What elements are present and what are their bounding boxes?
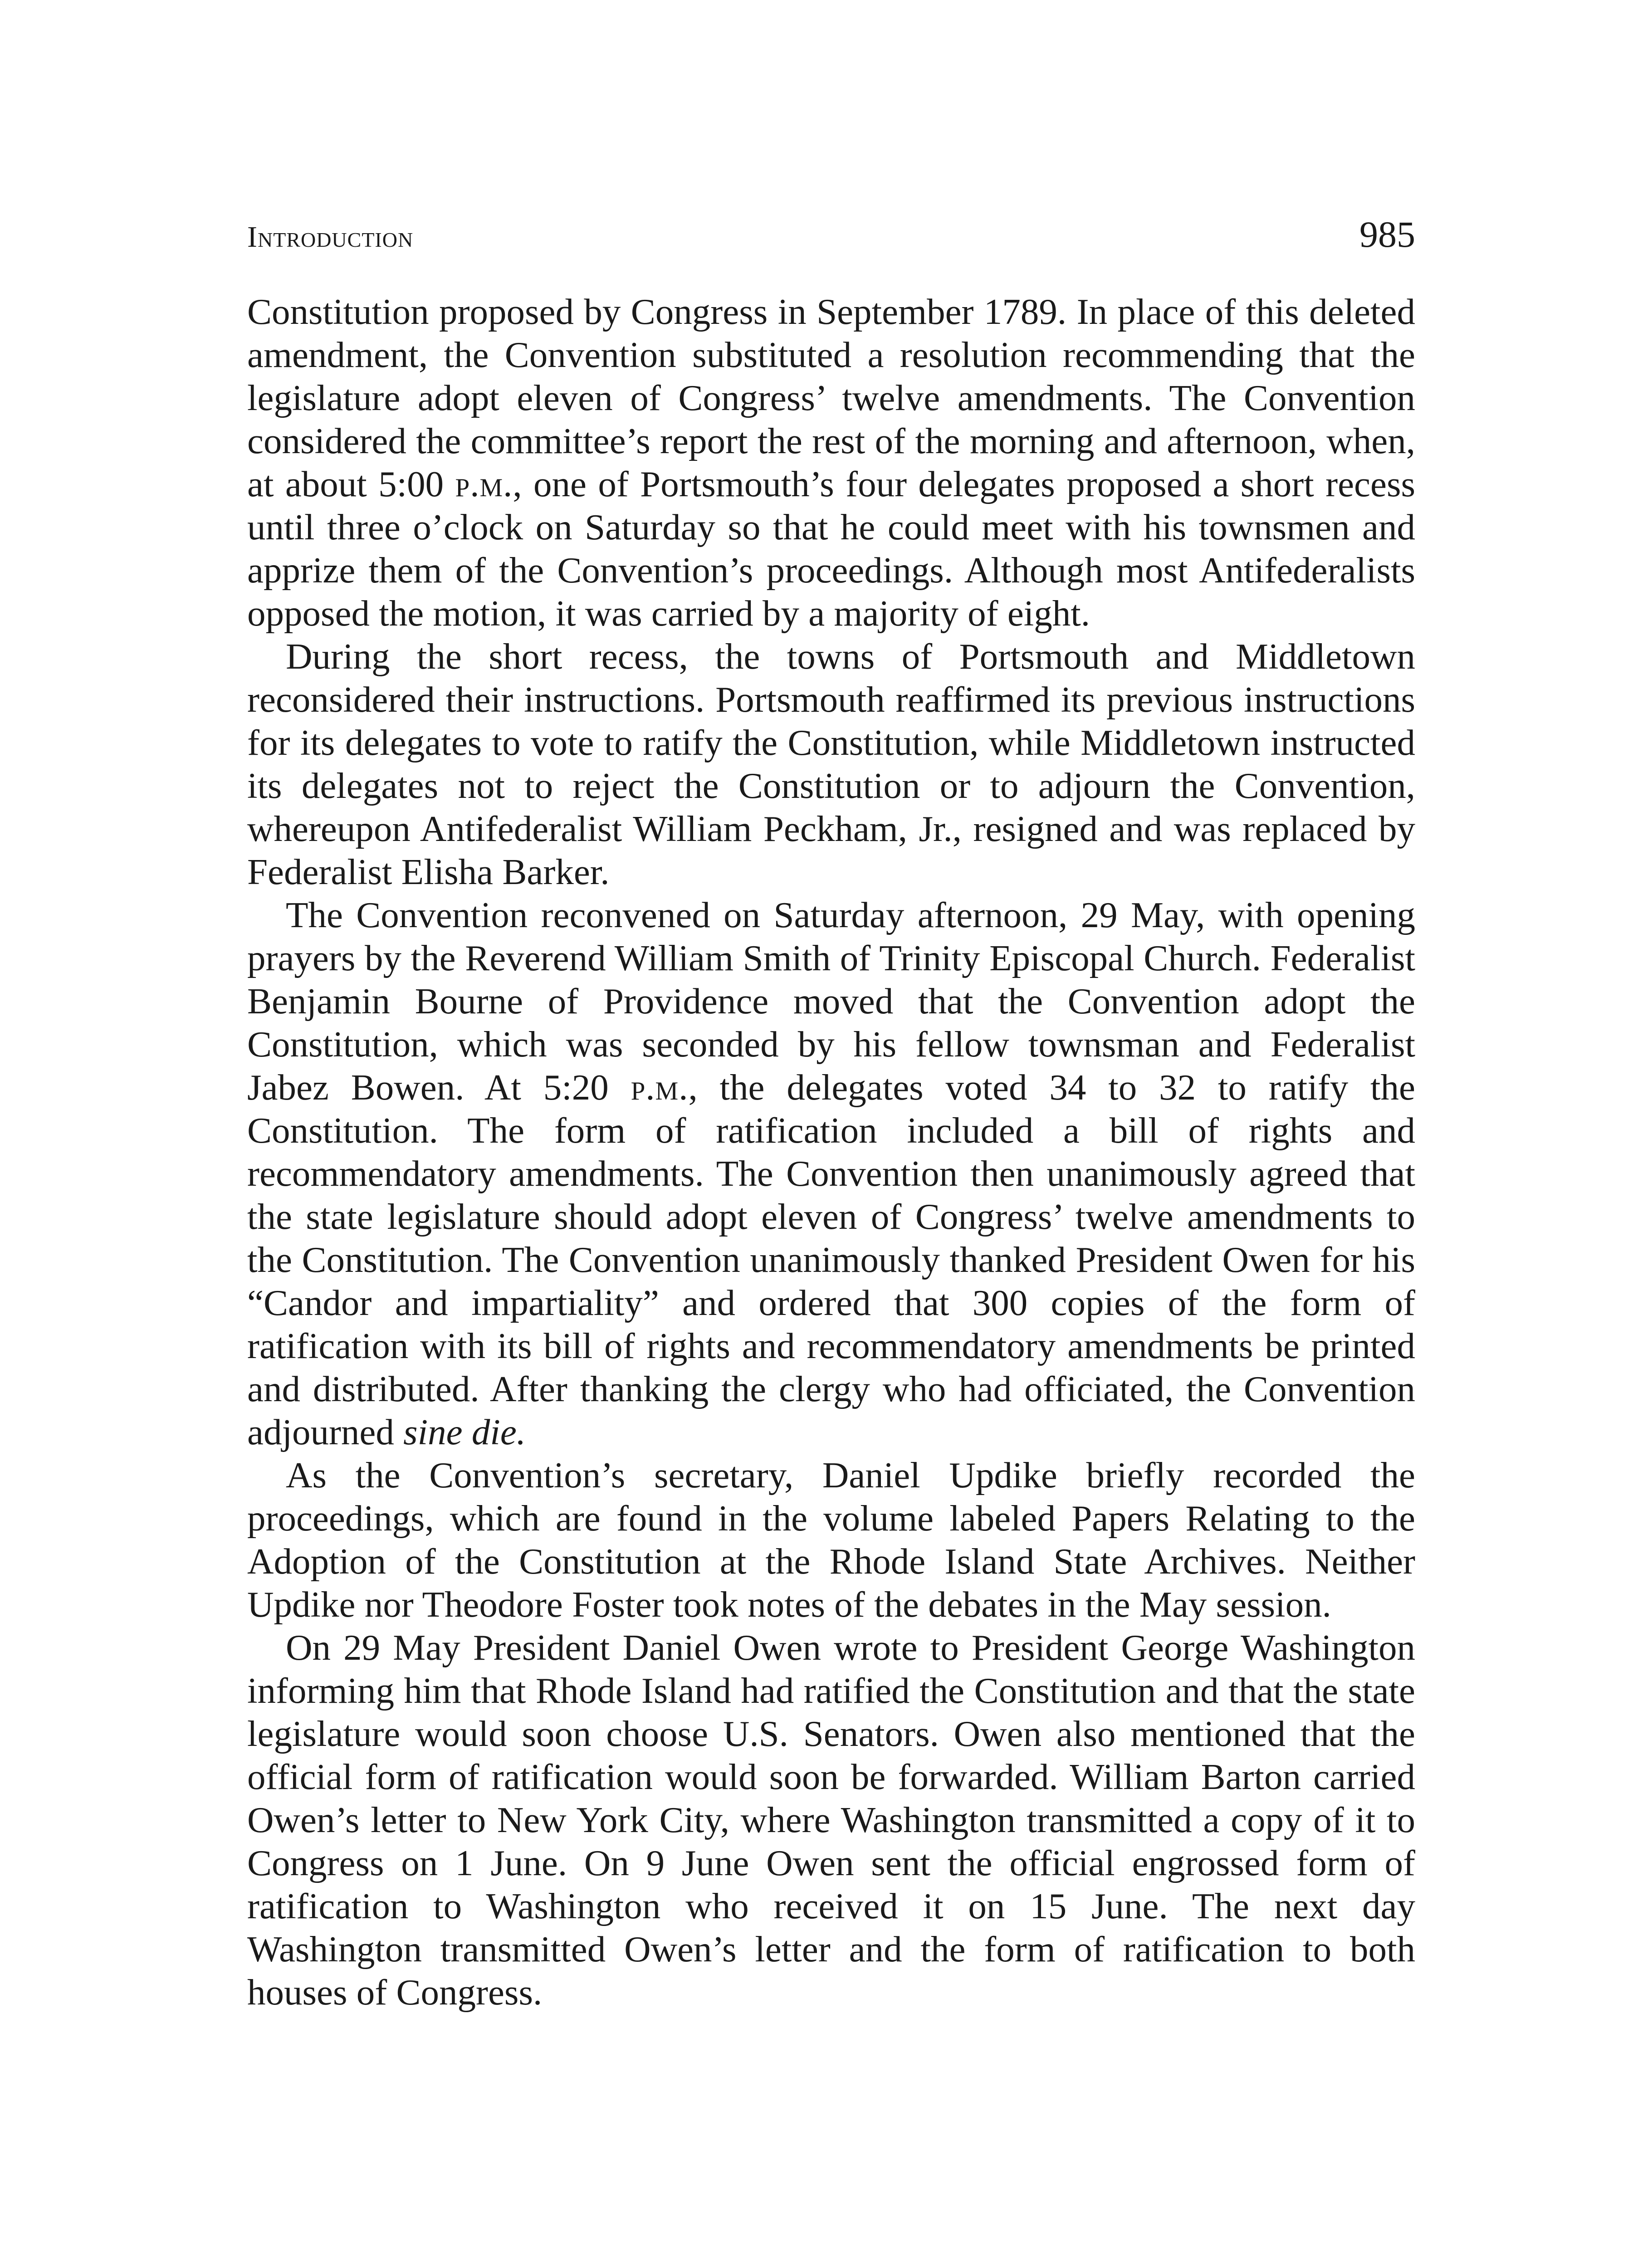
- paragraph-3: [247, 894, 1415, 1454]
- paragraph-5: On 29 May President Daniel Owen wrote to President George Washington informing him that Rhode Island had ratified the Constitution and that the state legislature would soon choose U.S. Senators. Owen also mentioned that the official form of ratification would soon be forwarded. William Barton carried Owen’s letter to New York City, where Washington transmitted a copy of it to Congress on 1 June. On 9 June Owen sent the official engrossed form of ratification to Washington who received it on 15 June. The next day Washington transmitted Owen’s letter and the form of ratification to both houses of Congress.: [247, 1627, 1415, 2013]
- body-text: [247, 290, 1415, 2014]
- paragraph-1-part-b: , one of Portsmouth’s four delegates proposed a short recess until three o’clock on Saturday so that he could meet with his townsmen and apprize them of the Convention’s proceedings. Although most Antifederalists opposed the motion, it was carried by a majority of eight.: [247, 464, 1415, 634]
- time-suffix: p.m.: [455, 464, 513, 504]
- paragraph-4: As the Convention’s secretary, Daniel Updike briefly recorded the proceedings, which are found in the volume labeled Papers Relating to the Adoption of the Constitution at the Rhode Island State Archives. Neither Updike nor Theodore Foster took notes of the debates in the May session.: [247, 1455, 1415, 1625]
- latin-phrase: sine die.: [403, 1412, 526, 1452]
- paragraph-3-part-a: The Convention reconvened on Saturday afternoon, 29 May, with opening prayers by the Reverend William Smith of Trinity Episcopal Church. Federalist Benjamin Bourne of Providence moved that the Convention adopt the Constitution, which was seconded by his fellow townsman and Federalist Jabez Bowen. At 5:20: [247, 894, 1415, 1108]
- paragraph-1: [247, 290, 1415, 635]
- book-page: [247, 213, 1415, 2014]
- paragraph-3-part-b: , the delegates voted 34 to 32 to ratify the Constitution. The form of ratification included a bill of rights and recommendatory amendments. The Convention then unanimously agreed that the state legislature should adopt eleven of Congress’ twelve amendments to the Constitution. The Convention unanimously thanked President Owen for his “Candor and impartiality” and ordered that 300 copies of the form of ratification with its bill of rights and recommendatory amendments be printed and distributed. After thanking the clergy who had officiated, the Convention adjourned: [247, 1067, 1416, 1452]
- page-number: 985: [1359, 214, 1415, 255]
- running-head: [247, 213, 1415, 268]
- running-title: Introduction: [247, 220, 414, 254]
- time-suffix: p.m.: [631, 1067, 689, 1108]
- paragraph-2: During the short recess, the towns of Portsmouth and Middletown reconsidered their instructions. Portsmouth reaffirmed its previous instructions for its delegates to vote to ratify the Constitution, while Middletown instructed its delegates not to reject the Constitution or to adjourn the Convention, whereupon Antifederalist William Peckham, Jr., resigned and was replaced by Federalist Elisha Barker.: [247, 636, 1415, 892]
- paragraph-1-part-a: Constitution proposed by Congress in September 1789. In place of this deleted amendment, the Convention substituted a resolution recommending that the legislature adopt eleven of Congress’ twelve amendments. The Convention considered the committee’s report the rest of the morning and afternoon, when, at about 5:00: [247, 291, 1415, 504]
